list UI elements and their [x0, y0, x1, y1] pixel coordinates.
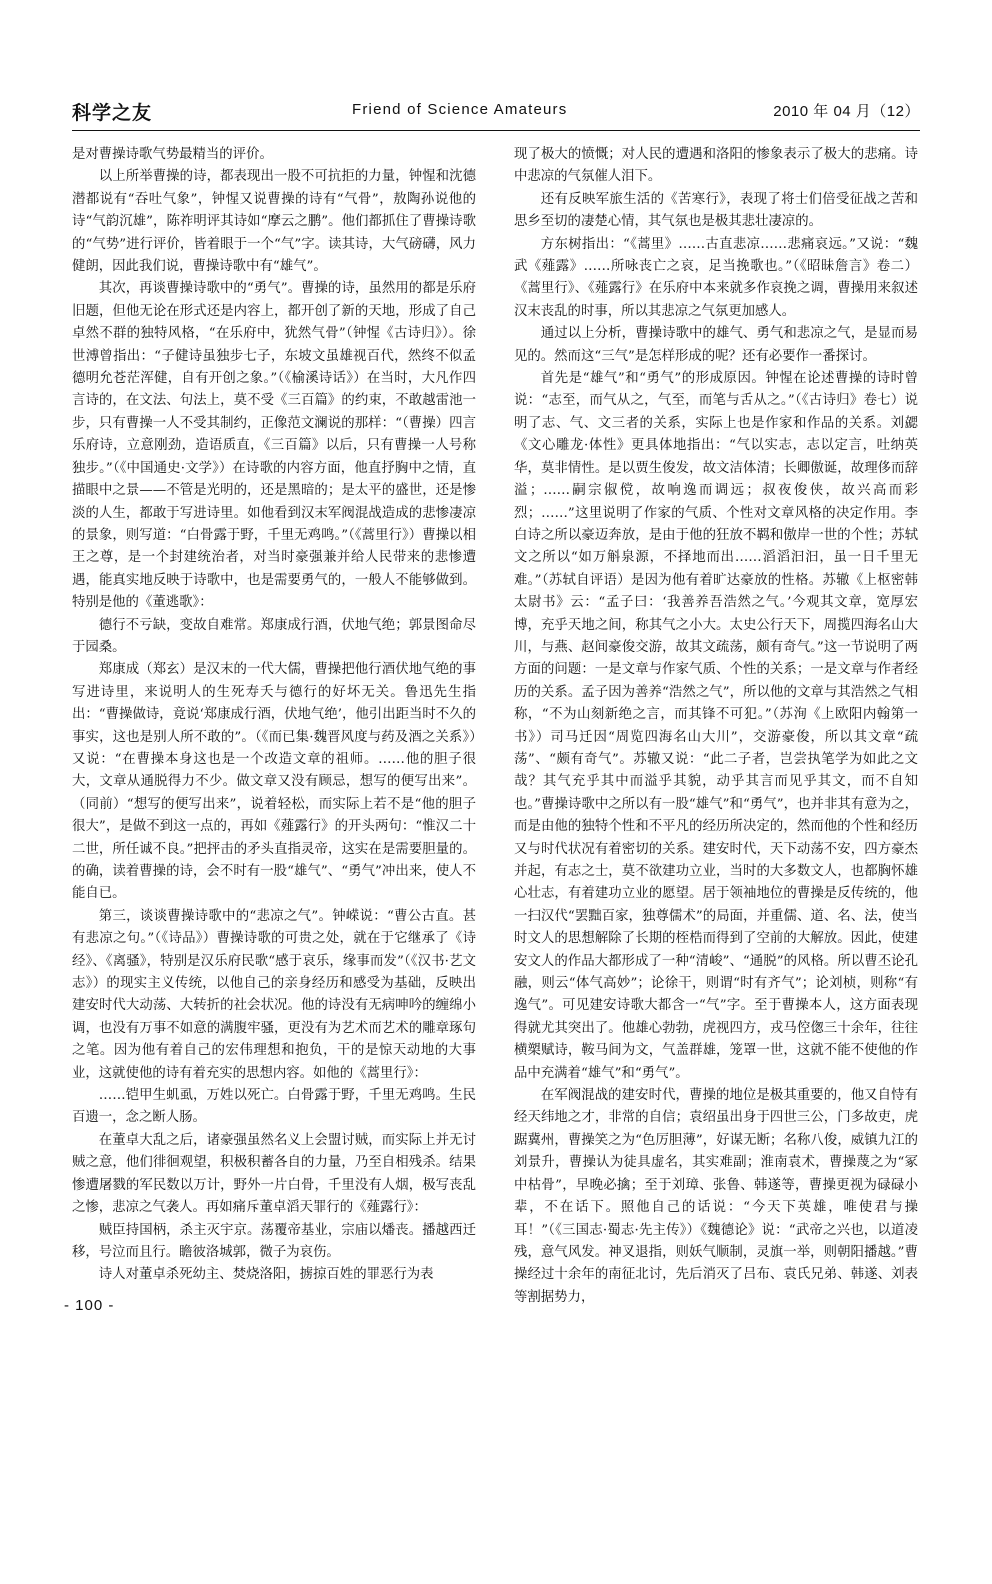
- page-number: - 100 -: [64, 1297, 115, 1314]
- paragraph: 通过以上分析，曹操诗歌中的雄气、勇气和悲凉之气，是显而易见的。然而这“三气”是怎样形成的呢？还有必要作一番探讨。: [514, 326, 918, 364]
- paragraph: 郑康成（郑玄）是汉末的一代大儒，曹操把他行酒伏地气绝的事写进诗里，来说明人的生死寿夭与德行的好坏无关。鲁迅先生指出：“曹操做诗，竟说‘郑康成行酒，伏地气绝’，他引出距当时不久的事实，这也是别人所不敢的”。（《而已集·魏晋风度与药及酒之关系》）又说：“在曹操本身这也是一个改造文章的祖师。……他的胆子很大，文章从通脱得力不少。做文章又没有顾忌，想写的便写出来”。（同前）“想写的便写出来”，说着轻松，而实际上若不是“他的胆子很大”，是做不到这一点的，再如《薤露行》的开头两句：“惟汉二十二世，所任诚不良。”把抨击的矛头直指灵帝，这实在是需要胆量的。的确，读着曹操的诗，会不时有一股“雄气”、“勇气”冲出来，使人不能自已。: [72, 662, 476, 902]
- paragraph: 以上所举曹操的诗，都表现出一股不可抗拒的力量，钟惺和沈德潜都说有“吞吐气象”，钟惺又说曹操的诗有“气骨”，敖陶孙说他的诗“气韵沉雄”，陈祚明评其诗如“摩云之鹏”。他们都抓住了曹操诗歌的“气势”进行评价，皆着眼于一个“气”字。读其诗，大气磅礴，风力健朗，因此我们说，曹操诗歌中有“雄气”。: [72, 169, 476, 275]
- poem-quote: 德行不亏缺，变故自难常。郑康成行酒，伏地气绝；郭景图命尽于园桑。: [72, 617, 476, 655]
- paragraph: 是对曹操诗歌气势最精当的评价。: [72, 147, 273, 162]
- header-rule: [72, 130, 920, 131]
- paragraph: 第三，谈谈曹操诗歌中的“悲凉之气”。钟嵘说：“曹公古直。甚有悲凉之句。”（《诗品》）曹操诗歌的可贵之处，就在于它继承了《诗经》、《离骚》，特别是汉乐府民歌“感于哀乐，缘事而发”（《汉书·艺文志》）的现实主义传统，以他自己的亲身经历和感受为基础，反映出建安时代大动荡、大转折的社会状况。他的诗没有无病呻吟的缠绵小调，也没有万事不如意的满腹牢骚，更没有为艺术而艺术的雕章琢句之笔。因为他有着自己的宏伟理想和抱负，干的是惊天动地的大事业，这就使他的诗有着充实的思想内容。如他的《蒿里行》：: [72, 908, 476, 1081]
- right-column: [514, 144, 918, 1584]
- journal-title: 科学之友: [72, 102, 153, 124]
- issue-date: 2010 年 04 月（12）: [773, 103, 920, 120]
- paragraph: 还有反映军旅生活的《苦寒行》，表现了将士们倍受征战之苦和思乡至切的凄楚心情，其气氛也是极其悲壮凄凉的。: [514, 191, 918, 230]
- left-column: [72, 144, 476, 1584]
- paragraph: 在董卓大乱之后，诸豪强虽然名义上会盟讨贼，而实际上并无讨贼之意，他们徘徊观望，积极积蓄各自的力量，乃至自相残杀。结果惨遭屠戮的军民数以万计，野外一片白骨，千里没有人烟，极写丧乱之惨，悲凉之气袭人。再如痛斥董卓滔天罪行的《薤露行》：: [72, 1132, 476, 1216]
- poem-quote: ……铠甲生虮虱，万姓以死亡。白骨露于野，千里无鸡鸣。生民百遗一，念之断人肠。: [72, 1088, 476, 1126]
- paragraph: 现了极大的愤慨；对人民的遭遇和洛阳的惨象表示了极大的悲痛。诗中悲凉的气氛催人泪下。: [514, 147, 918, 185]
- poem-quote: 贼臣持国柄，杀主灭宇京。荡覆帝基业，宗庙以燔丧。播越西迁移，号泣而且行。瞻彼洛城郭，微子为哀伤。: [72, 1222, 476, 1260]
- running-header: [72, 98, 920, 126]
- paragraph: 诗人对董卓杀死幼主、焚烧洛阳，掳掠百姓的罪恶行为表: [98, 1267, 434, 1283]
- paragraph: 方东树指出：“《蒿里》……古直悲凉……悲痛哀远。”又说：“魏武《薤露》……所咏丧亡之哀，足当挽歌也。”（《昭昧詹言》卷二）《蒿里行》、《薤露行》在乐府中本来就多作哀挽之调，曹操用来叙述汉末丧乱的时事，所以其悲凉之气氛更加感人。: [514, 236, 918, 319]
- paragraph: 在军阀混战的建安时代，曹操的地位是极其重要的，他又自恃有经天纬地之才，非常的自信；袁绍虽出身于四世三公，门多故吏，虎踞冀州，曹操笑之为“色厉胆薄”，好谋无断；名称八俊，威镇九江的刘景升，曹操认为徒具虚名，其实难副；淮南袁术，曹操蔑之为“冢中枯骨”，早晚必擒；至于刘璋、张鲁、韩遂等，曹操更视为碌碌小辈，不在话下。照他自己的话说：“今天下英雄，唯使君与操耳！”（《三国志·蜀志·先主传》）《魏德论》说：“武帝之兴也，以道凌残，意气风发。神叉退指，则妖气顺制，灵旗一举，则朝阳播越。”曹操经过十余年的南征北讨，先后消灭了吕布、袁氏兄弟、韩遂、刘表等割据势力，: [514, 1088, 918, 1305]
- paragraph: 首先是“雄气”和“勇气”的形成原因。钟惺在论述曹操的诗时曾说：“志至，而气从之，气至，而笔与舌从之。”（《古诗归》卷七）说明了志、气、文三者的关系，实际上也是作家和作品的关系。刘勰《文心雕龙·体性》更具体地指出：“气以实志，志以定言，吐纳英华，莫非情性。是以贾生俊发，故文洁体清；长卿傲诞，故理侈而辞溢；……嗣宗俶傥，故响逸而调远；叔夜俊侠，故兴高而彩烈；……”这里说明了作家的气质、个性对文章风格的决定作用。李白诗之所以豪迈奔放，是由于他的狂放不羁和傲岸一世的个性；苏轼文之所以“如万斛泉源，不择地而出……滔滔汩汩，虽一日千里无难。”（苏轼自评语）是因为他有着旷达豪放的性格。苏辙《上枢密韩太尉书》云：“孟子曰：‘我善养吾浩然之气。’今观其文章，宽厚宏博，充乎天地之间，称其气之小大。太史公行天下，周揽四海名山大川，与燕、赵间豪俊交游，故其文疏荡，颇有奇气。”这一节说明了两方面的问题：一是文章与作家气质、个性的关系；一是文章与作者经历的关系。孟子因为善养“浩然之气”，所以他的文章与其浩然之气相称，“不为山刻新绝之言，而其锋不可犯。”（苏洵《上欧阳内翰第一书》）司马迁因“周览四海名山大川”，交游豪俊，所以其文章“疏荡”、“颇有奇气”。苏辙又说：“此二子者，岂尝执笔学为如此之文哉？其气充乎其中而溢乎其貌，动乎其言而见乎其文，而不自知也。”曹操诗歌中之所以有一股“雄气”和“勇气”，也并非其有意为之，而是由他的独特个性和不平凡的经历所决定的，然而他的个性和经历又与时代状况有着密切的关系。建安时代，天下动荡不安，四方豪杰并起，有志之士，莫不欲建功立业，当时的大多数文人，也都胸怀雄心壮志，有着建功立业的愿望。居于领袖地位的曹操是反传统的，他一扫汉代“罢黜百家，独尊儒术”的局面，并重儒、道、名、法，使当时文人的思想解除了长期的桎梏而得到了空前的大解放。因此，使建安文人的作品大都形成了一种“清峻”、“通脱”的风格。所以曹丕论孔融，则云“体气高妙”；论徐干，则谓“时有齐气”；论刘桢，则称“有逸气”。可见建安诗歌大都含一“气”字。至于曹操本人，这方面表现得就尤其突出了。他雄心勃勃，虎视四方，戎马倥偬三十余年，往往横槊赋诗，鞍马间为文，气盖群雄，笼罩一世，这就不能不使他的作品中充满着“雄气”和“勇气”。: [514, 371, 918, 1081]
- journal-english-title: Friend of Science Amateurs: [352, 101, 568, 118]
- paragraph: 其次，再谈曹操诗歌中的“勇气”。曹操的诗，虽然用的都是乐府旧题，但他无论在形式还是内容上，都开创了新的天地，形成了自己卓然不群的独特风格，“在乐府中，犹然气骨”（钟惺《古诗归》）。徐世溥曾指出：“子健诗虽独步七子，东坡文虽雄视百代，然终不似孟德明允苍茫浑健，自有开创之象。”（《榆溪诗话》）在当时，大凡作四言诗的，在文法、句法上，莫不受《三百篇》的约束，不敢越雷池一步，只有曹操一人不受其制约，正像范文澜说的那样：“（曹操）四言乐府诗，立意刚劲，造语质直，《三百篇》以后，只有曹操一人号称独步。”（《中国通史·文学》）在诗歌的内容方面，他直抒胸中之情，直描眼中之景——不管是光明的，还是黑暗的；是太平的盛世，还是惨淡的人生，都敢于写进诗里。如他看到汉末军阀混战造成的悲惨凄凉的景象，则写道：“白骨露于野，千里无鸡鸣。”（《蒿里行》）曹操以相王之尊，是一个封建统治者，对当时豪强兼并给人民带来的悲惨遭遇，能真实地反映于诗歌中，也是需要勇气的，一般人不能够做到。特别是他的《董逃歌》：: [72, 281, 476, 611]
